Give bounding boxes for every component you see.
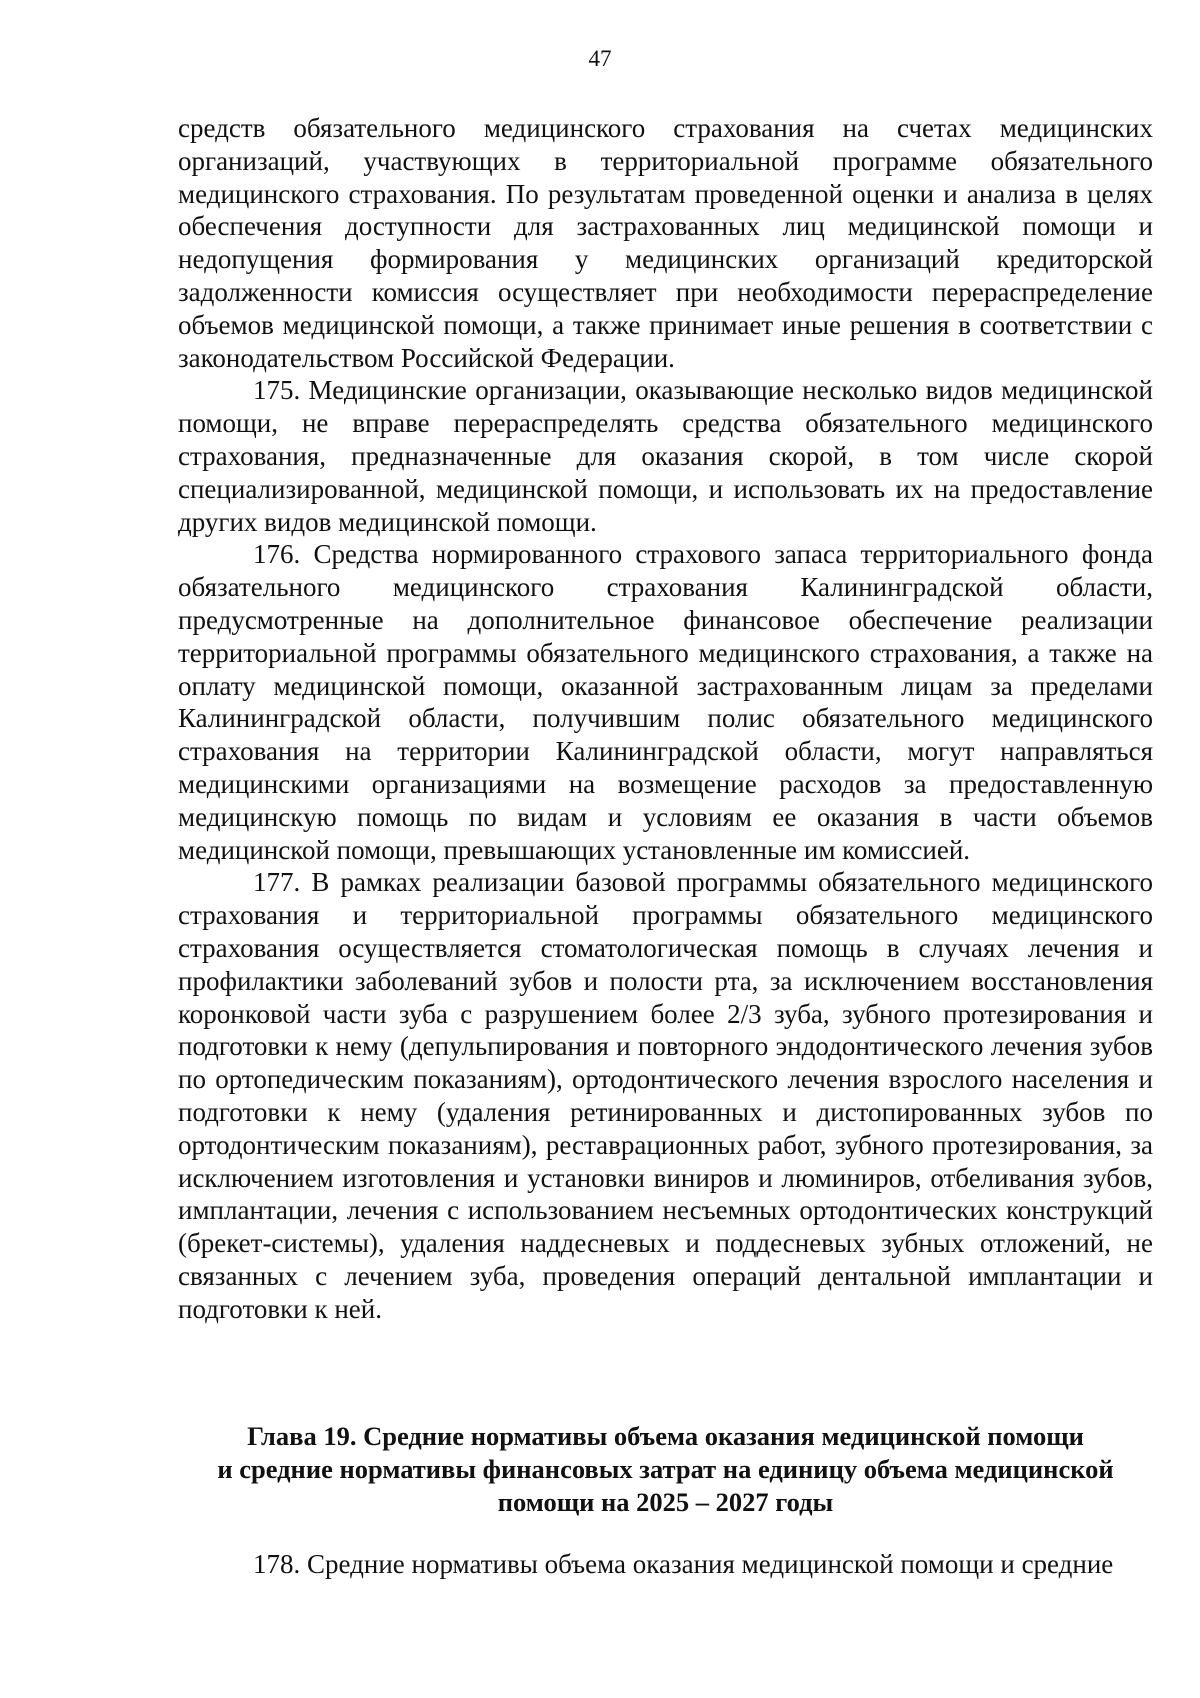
- paragraph-176: 176. Средства нормированного страхового запаса территориального фонда обязательного медицинского страхования Калининградской области, предусмотренные на дополнительное финансовое обеспечение реализации территориальной программы обязательного медицинского страхования, а также на оплату медицинской помощи, оказанной застрахованным лицам за пределами Калининградской области, получившим полис обязательного медицинского страхования на территории Калининградской области, могут направляться медицинскими организациями на возмещение расходов за предоставленную медицинскую помощь по видам и условиям ее оказания в части объемов медицинской помощи, превышающих установленные им комиссией.: [178, 539, 1153, 865]
- chapter-heading: [178, 1420, 1153, 1519]
- paragraph-175: 175. Медицинские организации, оказывающие несколько видов медицинской помощи, не вправе перераспределять средства обязательного медицинского страхования, предназначенные для оказания скорой, в том числе скорой специализированной, медицинской помощи, и использовать их на предоставление других видов медицинской помощи.: [178, 375, 1153, 537]
- paragraph-178: 178. Средние нормативы объема оказания медицинской помощи и средние: [253, 1549, 1114, 1579]
- page-number: 47: [588, 46, 612, 71]
- paragraph-continuation: средств обязательного медицинского страхования на счетах медицинских организаций, участвующих в территориальной программе обязательного медицинского страхования. По результатам проведенной оценки и анализа в целях обеспечения доступности для застрахованных лиц медицинской помощи и недопущения формирования у медицинских организаций кредиторской задолженности комиссия осуществляет при необходимости перераспределение объемов медицинской помощи, а также принимает иные решения в соответствии с законодательством Российской Федерации.: [178, 113, 1153, 373]
- paragraph-177: 177. В рамках реализации базовой программы обязательного медицинского страхования и территориальной программы обязательного медицинского страхования осуществляется стоматологическая помощь в случаях лечения и профилактики заболеваний зубов и полости рта, за исключением восстановления коронковой части зуба с разрушением более 2/3 зуба, зубного протезирования и подготовки к нему (депульпирования и повторного эндодонтического лечения зубов по ортопедическим показаниям), ортодонтического лечения взрослого населения и подготовки к нему (удаления ретинированных и дистопированных зубов по ортодонтическим показаниям), реставрационных работ, зубного протезирования, за исключением изготовления и установки виниров и люминиров, отбеливания зубов, имплантации, лечения с использованием несъемных ортодонтических конструкций (брекет-системы), удаления наддесневых и поддесневых зубных отложений, не связанных с лечением зуба, проведения операций дентальной имплантации и подготовки к ней.: [178, 867, 1153, 1324]
- document-body: [178, 112, 1153, 1325]
- chapter-heading-line-3: помощи на 2025 – 2027 годы: [497, 1487, 834, 1517]
- chapter-heading-line-1: Глава 19. Средние нормативы объема оказания медицинской помощи: [247, 1421, 1084, 1451]
- chapter-heading-line-2: и средние нормативы финансовых затрат на единицу объема медицинской: [217, 1454, 1114, 1484]
